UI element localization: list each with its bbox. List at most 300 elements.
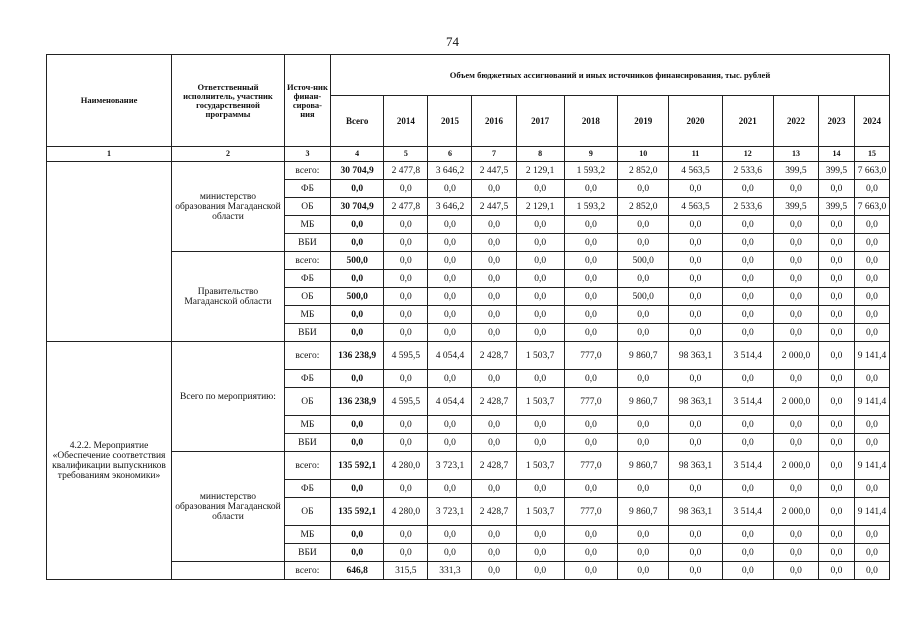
year-value: 0,0 — [618, 416, 669, 434]
year-value: 0,0 — [773, 526, 818, 544]
total-value: 500,0 — [331, 252, 384, 270]
year-value: 0,0 — [564, 544, 617, 562]
year-value: 0,0 — [516, 270, 564, 288]
year-value: 0,0 — [773, 288, 818, 306]
year-value: 1 503,7 — [516, 498, 564, 526]
year-value: 2 428,7 — [472, 498, 516, 526]
funding-source: всего: — [284, 252, 330, 270]
year-value: 0,0 — [854, 306, 889, 324]
year-value: 0,0 — [516, 562, 564, 580]
year-value: 0,0 — [516, 544, 564, 562]
column-number: 2 — [172, 147, 285, 162]
year-value: 0,0 — [472, 234, 516, 252]
funding-source: всего: — [284, 342, 330, 370]
year-value: 1 503,7 — [516, 342, 564, 370]
year-value: 0,0 — [669, 416, 722, 434]
year-value: 1 503,7 — [516, 452, 564, 480]
year-value: 4 280,0 — [384, 498, 428, 526]
column-number: 8 — [516, 147, 564, 162]
year-value: 0,0 — [516, 306, 564, 324]
year-value: 331,3 — [428, 562, 472, 580]
year-value: 0,0 — [384, 544, 428, 562]
year-value: 0,0 — [618, 370, 669, 388]
total-value: 30 704,9 — [331, 162, 384, 180]
year-value: 0,0 — [384, 270, 428, 288]
year-value: 0,0 — [819, 288, 855, 306]
funding-source: ОБ — [284, 388, 330, 416]
year-value: 98 363,1 — [669, 498, 722, 526]
year-value: 0,0 — [722, 270, 773, 288]
year-value: 0,0 — [722, 434, 773, 452]
year-value: 0,0 — [773, 306, 818, 324]
activity-name — [47, 162, 172, 342]
funding-source: МБ — [284, 416, 330, 434]
year-value: 0,0 — [773, 324, 818, 342]
total-value: 0,0 — [331, 216, 384, 234]
year-value: 0,0 — [773, 544, 818, 562]
header-total: Всего — [331, 96, 384, 147]
year-value: 0,0 — [516, 216, 564, 234]
year-value: 0,0 — [618, 562, 669, 580]
year-value: 0,0 — [618, 180, 669, 198]
year-value: 2 447,5 — [472, 162, 516, 180]
year-value: 0,0 — [722, 480, 773, 498]
year-value: 0,0 — [819, 306, 855, 324]
funding-source: МБ — [284, 216, 330, 234]
budget-table — [46, 54, 890, 580]
year-value: 0,0 — [428, 434, 472, 452]
year-value: 0,0 — [669, 234, 722, 252]
year-value: 0,0 — [773, 234, 818, 252]
year-value: 7 663,0 — [854, 162, 889, 180]
year-value: 0,0 — [384, 252, 428, 270]
year-value: 0,0 — [428, 288, 472, 306]
year-value: 9 860,7 — [618, 342, 669, 370]
total-value: 0,0 — [331, 416, 384, 434]
total-value: 0,0 — [331, 306, 384, 324]
funding-source: ОБ — [284, 498, 330, 526]
funding-source: ОБ — [284, 198, 330, 216]
year-value: 0,0 — [773, 180, 818, 198]
year-value: 0,0 — [669, 252, 722, 270]
year-value: 0,0 — [564, 306, 617, 324]
total-value: 135 592,1 — [331, 452, 384, 480]
year-value: 0,0 — [384, 216, 428, 234]
year-value: 0,0 — [819, 526, 855, 544]
year-value: 500,0 — [618, 252, 669, 270]
year-value: 0,0 — [854, 370, 889, 388]
year-value: 2 852,0 — [618, 162, 669, 180]
executor: Правительство Магаданской области — [172, 252, 285, 342]
column-number: 13 — [773, 147, 818, 162]
year-value: 777,0 — [564, 342, 617, 370]
year-value: 0,0 — [472, 288, 516, 306]
funding-source: ВБИ — [284, 544, 330, 562]
year-value: 3 514,4 — [722, 388, 773, 416]
year-value: 0,0 — [472, 252, 516, 270]
funding-source: МБ — [284, 306, 330, 324]
total-value: 0,0 — [331, 434, 384, 452]
year-value: 4 054,4 — [428, 388, 472, 416]
total-value: 135 592,1 — [331, 498, 384, 526]
year-value: 0,0 — [516, 370, 564, 388]
year-value: 0,0 — [428, 270, 472, 288]
year-value: 0,0 — [618, 480, 669, 498]
year-value: 2 129,1 — [516, 162, 564, 180]
year-value: 2 000,0 — [773, 342, 818, 370]
year-value: 0,0 — [384, 288, 428, 306]
year-value: 0,0 — [384, 180, 428, 198]
year-value: 0,0 — [854, 270, 889, 288]
header-year: 2017 — [516, 96, 564, 147]
year-value: 0,0 — [564, 416, 617, 434]
year-value: 0,0 — [564, 270, 617, 288]
year-value: 0,0 — [819, 370, 855, 388]
year-value: 9 141,4 — [854, 342, 889, 370]
year-value: 500,0 — [618, 288, 669, 306]
year-value: 0,0 — [819, 234, 855, 252]
year-value: 4 563,5 — [669, 198, 722, 216]
table-row — [47, 342, 890, 370]
year-value: 0,0 — [564, 562, 617, 580]
year-value: 0,0 — [428, 544, 472, 562]
year-value: 0,0 — [384, 306, 428, 324]
total-value: 0,0 — [331, 234, 384, 252]
total-value: 136 238,9 — [331, 342, 384, 370]
year-value: 3 514,4 — [722, 452, 773, 480]
column-number: 14 — [819, 147, 855, 162]
year-value: 0,0 — [564, 526, 617, 544]
year-value: 3 723,1 — [428, 498, 472, 526]
table-row — [47, 252, 890, 270]
column-number: 9 — [564, 147, 617, 162]
year-value: 0,0 — [472, 480, 516, 498]
year-value: 0,0 — [854, 416, 889, 434]
year-value: 2 428,7 — [472, 452, 516, 480]
year-value: 0,0 — [472, 434, 516, 452]
year-value: 0,0 — [819, 388, 855, 416]
total-value: 0,0 — [331, 324, 384, 342]
funding-source: всего: — [284, 452, 330, 480]
year-value: 0,0 — [472, 270, 516, 288]
year-value: 0,0 — [516, 288, 564, 306]
year-value: 0,0 — [819, 216, 855, 234]
funding-source: ВБИ — [284, 434, 330, 452]
year-value: 0,0 — [669, 480, 722, 498]
header-year: 2023 — [819, 96, 855, 147]
year-value: 0,0 — [722, 234, 773, 252]
column-number-row — [47, 147, 890, 162]
year-value: 0,0 — [564, 434, 617, 452]
header-name: Наименование — [47, 55, 172, 147]
year-value: 2 000,0 — [773, 388, 818, 416]
year-value: 399,5 — [773, 198, 818, 216]
year-value: 0,0 — [773, 562, 818, 580]
year-value: 4 280,0 — [384, 452, 428, 480]
total-value: 136 238,9 — [331, 388, 384, 416]
year-value: 9 860,7 — [618, 498, 669, 526]
year-value: 3 646,2 — [428, 198, 472, 216]
year-value: 9 141,4 — [854, 452, 889, 480]
year-value: 0,0 — [854, 234, 889, 252]
year-value: 0,0 — [428, 216, 472, 234]
year-value: 0,0 — [516, 416, 564, 434]
year-value: 0,0 — [669, 180, 722, 198]
year-value: 0,0 — [472, 216, 516, 234]
year-value: 2 477,8 — [384, 162, 428, 180]
year-value: 0,0 — [428, 234, 472, 252]
year-value: 0,0 — [564, 480, 617, 498]
year-value: 0,0 — [669, 306, 722, 324]
year-value: 9 141,4 — [854, 498, 889, 526]
year-value: 2 447,5 — [472, 198, 516, 216]
year-value: 0,0 — [428, 526, 472, 544]
year-value: 0,0 — [722, 252, 773, 270]
year-value: 0,0 — [669, 526, 722, 544]
total-value: 0,0 — [331, 270, 384, 288]
year-value: 0,0 — [516, 252, 564, 270]
year-value: 0,0 — [618, 544, 669, 562]
year-value: 4 054,4 — [428, 342, 472, 370]
total-value: 0,0 — [331, 370, 384, 388]
total-value: 0,0 — [331, 480, 384, 498]
year-value: 0,0 — [384, 324, 428, 342]
header-year: 2019 — [618, 96, 669, 147]
table-row — [47, 162, 890, 180]
year-value: 0,0 — [854, 324, 889, 342]
funding-source: МБ — [284, 526, 330, 544]
year-value: 1 593,2 — [564, 162, 617, 180]
year-value: 2 000,0 — [773, 498, 818, 526]
funding-source: ФБ — [284, 270, 330, 288]
year-value: 0,0 — [472, 180, 516, 198]
executor: министерство образования Магаданской области — [172, 452, 285, 562]
header-year: 2016 — [472, 96, 516, 147]
year-value: 0,0 — [722, 370, 773, 388]
year-value: 0,0 — [472, 544, 516, 562]
year-value: 2 533,6 — [722, 198, 773, 216]
year-value: 0,0 — [819, 544, 855, 562]
year-value: 0,0 — [819, 498, 855, 526]
year-value: 9 860,7 — [618, 388, 669, 416]
year-value: 0,0 — [472, 370, 516, 388]
year-value: 0,0 — [819, 416, 855, 434]
year-value: 4 595,5 — [384, 388, 428, 416]
year-value: 0,0 — [669, 370, 722, 388]
column-number: 7 — [472, 147, 516, 162]
total-value: 0,0 — [331, 544, 384, 562]
year-value: 0,0 — [428, 416, 472, 434]
year-value: 0,0 — [854, 562, 889, 580]
header-volume: Объем бюджетных ассигнований и иных источников финансирования, тыс. рублей — [331, 55, 890, 96]
total-value: 0,0 — [331, 526, 384, 544]
year-value: 0,0 — [854, 544, 889, 562]
column-number: 3 — [284, 147, 330, 162]
year-value: 0,0 — [722, 416, 773, 434]
year-value: 0,0 — [773, 270, 818, 288]
total-value: 646,8 — [331, 562, 384, 580]
year-value: 0,0 — [819, 270, 855, 288]
year-value: 0,0 — [854, 216, 889, 234]
year-value: 0,0 — [669, 434, 722, 452]
year-value: 0,0 — [854, 480, 889, 498]
funding-source: ОБ — [284, 288, 330, 306]
year-value: 2 477,8 — [384, 198, 428, 216]
year-value: 1 503,7 — [516, 388, 564, 416]
year-value: 0,0 — [854, 180, 889, 198]
year-value: 3 514,4 — [722, 342, 773, 370]
header-year: 2015 — [428, 96, 472, 147]
column-number: 4 — [331, 147, 384, 162]
year-value: 315,5 — [384, 562, 428, 580]
year-value: 0,0 — [384, 370, 428, 388]
year-value: 98 363,1 — [669, 452, 722, 480]
year-value: 0,0 — [516, 324, 564, 342]
column-number: 12 — [722, 147, 773, 162]
year-value: 0,0 — [819, 342, 855, 370]
table-row — [47, 562, 890, 580]
year-value: 399,5 — [773, 162, 818, 180]
year-value: 4 595,5 — [384, 342, 428, 370]
executor: Всего по мероприятию: — [172, 342, 285, 452]
year-value: 0,0 — [773, 416, 818, 434]
year-value: 0,0 — [516, 480, 564, 498]
year-value: 0,0 — [722, 562, 773, 580]
year-value: 777,0 — [564, 388, 617, 416]
year-value: 0,0 — [819, 480, 855, 498]
year-value: 0,0 — [516, 526, 564, 544]
year-value: 0,0 — [472, 526, 516, 544]
year-value: 7 663,0 — [854, 198, 889, 216]
year-value: 0,0 — [854, 526, 889, 544]
year-value: 0,0 — [773, 252, 818, 270]
year-value: 98 363,1 — [669, 388, 722, 416]
year-value: 0,0 — [428, 324, 472, 342]
year-value: 0,0 — [773, 216, 818, 234]
funding-source: всего: — [284, 162, 330, 180]
column-number: 5 — [384, 147, 428, 162]
year-value: 0,0 — [819, 562, 855, 580]
year-value: 2 533,6 — [722, 162, 773, 180]
year-value: 0,0 — [384, 526, 428, 544]
year-value: 3 646,2 — [428, 162, 472, 180]
year-value: 0,0 — [819, 324, 855, 342]
table-row — [47, 452, 890, 480]
year-value: 0,0 — [669, 216, 722, 234]
year-value: 0,0 — [854, 434, 889, 452]
year-value: 0,0 — [618, 270, 669, 288]
column-number: 15 — [854, 147, 889, 162]
year-value: 0,0 — [384, 434, 428, 452]
year-value: 2 428,7 — [472, 388, 516, 416]
year-value: 0,0 — [564, 324, 617, 342]
year-value: 0,0 — [472, 324, 516, 342]
year-value: 0,0 — [428, 480, 472, 498]
year-value: 0,0 — [472, 306, 516, 324]
year-value: 9 141,4 — [854, 388, 889, 416]
year-value: 4 563,5 — [669, 162, 722, 180]
year-value: 0,0 — [722, 324, 773, 342]
year-value: 0,0 — [564, 252, 617, 270]
total-value: 500,0 — [331, 288, 384, 306]
column-number: 6 — [428, 147, 472, 162]
year-value: 0,0 — [722, 544, 773, 562]
header-year: 2021 — [722, 96, 773, 147]
column-number: 10 — [618, 147, 669, 162]
total-value: 30 704,9 — [331, 198, 384, 216]
year-value: 0,0 — [722, 306, 773, 324]
year-value: 0,0 — [384, 416, 428, 434]
column-number: 11 — [669, 147, 722, 162]
year-value: 0,0 — [854, 288, 889, 306]
year-value: 2 000,0 — [773, 452, 818, 480]
year-value: 0,0 — [618, 526, 669, 544]
total-value: 0,0 — [331, 180, 384, 198]
year-value: 3 514,4 — [722, 498, 773, 526]
year-value: 0,0 — [854, 252, 889, 270]
header-year: 2014 — [384, 96, 428, 147]
year-value: 0,0 — [669, 270, 722, 288]
year-value: 0,0 — [428, 370, 472, 388]
year-value: 0,0 — [819, 252, 855, 270]
year-value: 98 363,1 — [669, 342, 722, 370]
executor: министерство образования Магаданской области — [172, 162, 285, 252]
funding-source: ФБ — [284, 180, 330, 198]
year-value: 0,0 — [564, 180, 617, 198]
year-value: 2 428,7 — [472, 342, 516, 370]
year-value: 0,0 — [773, 434, 818, 452]
year-value: 0,0 — [819, 452, 855, 480]
year-value: 0,0 — [618, 306, 669, 324]
year-value: 2 852,0 — [618, 198, 669, 216]
header-executor: Ответственный исполнитель, участник государственной программы — [172, 55, 285, 147]
executor — [172, 562, 285, 580]
year-value: 0,0 — [819, 434, 855, 452]
year-value: 0,0 — [428, 306, 472, 324]
year-value: 0,0 — [564, 288, 617, 306]
year-value: 0,0 — [773, 480, 818, 498]
year-value: 0,0 — [722, 216, 773, 234]
year-value: 0,0 — [428, 180, 472, 198]
year-value: 0,0 — [564, 370, 617, 388]
funding-source: ВБИ — [284, 324, 330, 342]
column-number: 1 — [47, 147, 172, 162]
funding-source: ФБ — [284, 370, 330, 388]
year-value: 9 860,7 — [618, 452, 669, 480]
year-value: 0,0 — [516, 434, 564, 452]
year-value: 0,0 — [669, 544, 722, 562]
table-body — [47, 147, 890, 580]
year-value: 0,0 — [516, 180, 564, 198]
year-value: 0,0 — [618, 434, 669, 452]
header-year: 2020 — [669, 96, 722, 147]
year-value: 0,0 — [669, 288, 722, 306]
year-value: 2 129,1 — [516, 198, 564, 216]
year-value: 3 723,1 — [428, 452, 472, 480]
year-value: 0,0 — [618, 234, 669, 252]
year-value: 777,0 — [564, 452, 617, 480]
year-value: 0,0 — [669, 324, 722, 342]
year-value: 0,0 — [384, 480, 428, 498]
header-row-top — [47, 55, 890, 96]
year-value: 1 593,2 — [564, 198, 617, 216]
year-value: 0,0 — [819, 180, 855, 198]
funding-source: всего: — [284, 562, 330, 580]
year-value: 0,0 — [773, 370, 818, 388]
year-value: 0,0 — [516, 234, 564, 252]
year-value: 0,0 — [472, 562, 516, 580]
page-number: 74 — [446, 34, 459, 49]
